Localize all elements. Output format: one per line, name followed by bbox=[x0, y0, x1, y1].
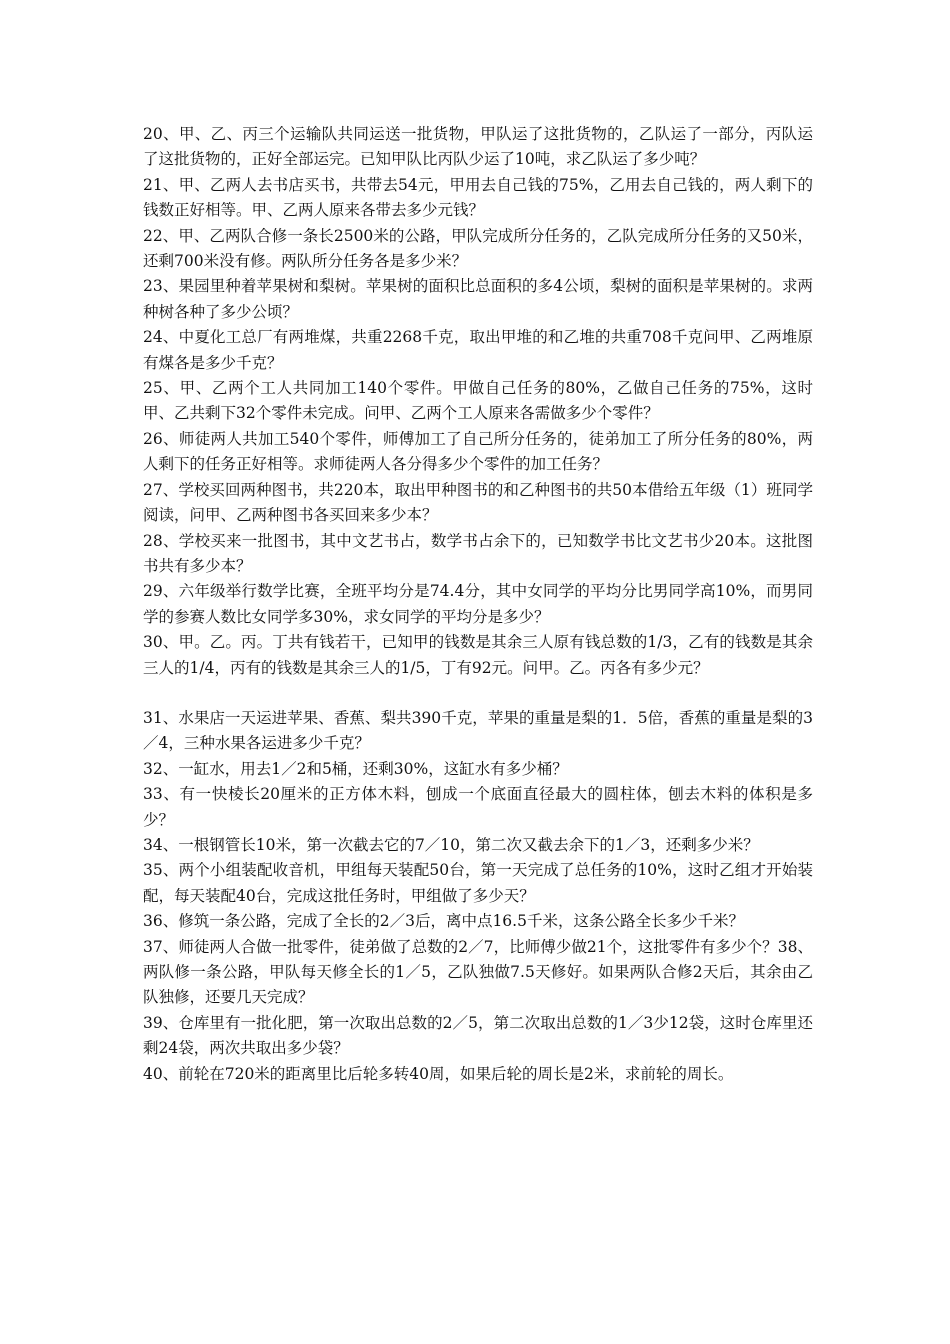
problem-20: 20、甲、乙、丙三个运输队共同运送一批货物，甲队运了这批货物的，乙队运了一部分，丙队运了这批货物的，正好全部运完。已知甲队比丙队少运了10吨，求乙队运了多少吨？ bbox=[143, 125, 813, 169]
document-page bbox=[143, 122, 813, 1087]
problem-39: 39、仓库里有一批化肥，第一次取出总数的2／5，第二次取出总数的1／3少12袋，这时仓库里还剩24袋，两次共取出多少袋？ bbox=[143, 1013, 813, 1058]
problem-22: 22、甲、乙两队合修一条长2500米的公路，甲队完成所分任务的，乙队完成所分任务的又50米，还剩700米没有修。两队所分任务各是多少米？ bbox=[143, 226, 813, 271]
problem-27: 27、学校买回两种图书，共220本，取出甲种图书的和乙种图书的共50本借给五年级（1）班同学阅读，问甲、乙两种图书各买回来多少本？ bbox=[143, 480, 813, 525]
section-gap bbox=[143, 681, 813, 706]
problem-36: 36、修筑一条公路，完成了全长的2／3后，离中点16.5千米，这条公路全长多少千米？ bbox=[143, 912, 744, 931]
problem-30: 30、甲。乙。丙。丁共有钱若干，已知甲的钱数是其余三人原有钱总数的1/3，乙有的钱数是其余三人的1/4，丙有的钱数是其余三人的1/5，丁有92元。问甲。乙。丙各有多少元？ bbox=[143, 633, 813, 677]
problem-25: 25、甲、乙两个工人共同加工140个零件。甲做自己任务的80%，乙做自己任务的75%，这时甲、乙共剩下32个零件未完成。问甲、乙两个工人原来各需做多少个零件？ bbox=[143, 379, 813, 423]
problem-28: 28、学校买来一批图书，其中文艺书占，数学书占余下的，已知数学书比文艺书少20本。这批图书共有多少本？ bbox=[143, 531, 813, 575]
problem-31: 31、水果店一天运进苹果、香蕉、梨共390千克，苹果的重量是梨的1．5倍，香蕉的重量是梨的3／4，三种水果各运进多少千克？ bbox=[143, 708, 813, 753]
problem-40: 40、前轮在720米的距离里比后轮多转40周，如果后轮的周长是2米，求前轮的周长。 bbox=[143, 1064, 734, 1083]
problem-33: 33、有一快棱长20厘米的正方体木料，刨成一个底面直径最大的圆柱体，刨去木料的体积是多少？ bbox=[143, 785, 813, 829]
problem-21: 21、甲、乙两人去书店买书，共带去54元，甲用去自己钱的75%，乙用去自己钱的，两人剩下的钱数正好相等。甲、乙两人原来各带去多少元钱？ bbox=[143, 175, 813, 220]
problem-34: 34、一根钢管长10米，第一次截去它的7／10，第二次又截去余下的1／3，还剩多少米？ bbox=[143, 835, 759, 854]
problem-35: 35、两个小组装配收音机，甲组每天装配50台，第一天完成了总任务的10%，这时乙组才开始装配，每天装配40台，完成这批任务时，甲组做了多少天？ bbox=[143, 861, 813, 905]
problem-37-38: 37、师徒两人合做一批零件，徒弟做了总数的2／7，比师傅少做21个，这批零件有多少个？38、两队修一条公路，甲队每天修全长的1／5，乙队独做7.5天修好。如果两队合修2天后，其余由乙队独修，还要几天完成？ bbox=[143, 937, 813, 1007]
problem-29: 29、六年级举行数学比赛，全班平均分是74.4分，其中女同学的平均分比男同学高10%，而男同学的参赛人数比女同学多30%，求女同学的平均分是多少？ bbox=[143, 582, 813, 626]
problem-24: 24、中夏化工总厂有两堆煤，共重2268千克，取出甲堆的和乙堆的共重708千克问甲、乙两堆原有煤各是多少千克？ bbox=[143, 328, 813, 372]
problem-32: 32、一缸水，用去1／2和5桶，还剩30%，这缸水有多少桶？ bbox=[143, 759, 568, 778]
problem-23: 23、果园里种着苹果树和梨树。苹果树的面积比总面积的多4公顷，梨树的面积是苹果树的。求两种树各种了多少公顷？ bbox=[143, 277, 813, 321]
problem-26: 26、师徒两人共加工540个零件，师傅加工了自己所分任务的，徒弟加工了所分任务的80%，两人剩下的任务正好相等。求师徒两人各分得多少个零件的加工任务？ bbox=[143, 429, 813, 474]
